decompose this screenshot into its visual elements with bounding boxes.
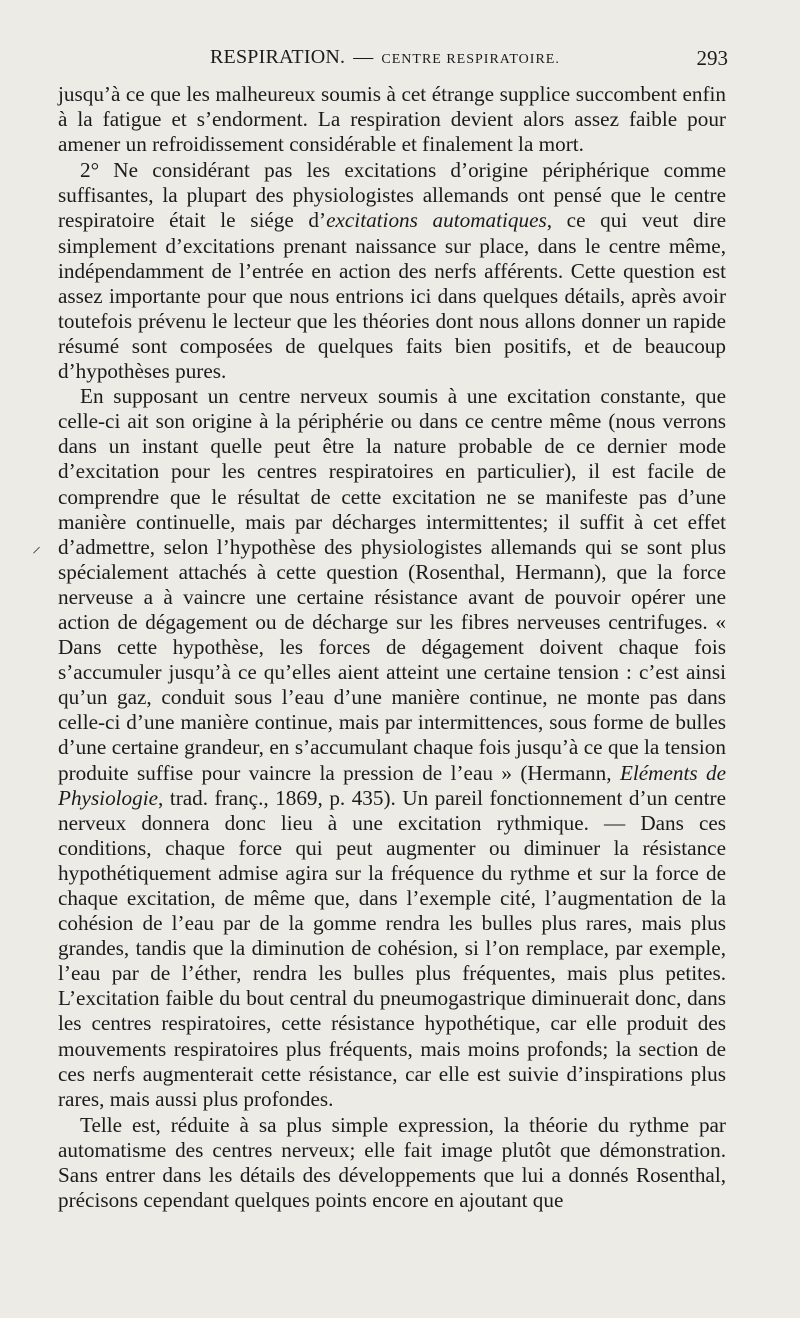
- paragraph: Telle est, réduite à sa plus simple expression, la théorie du rythme par automatisme des centres nerveux; elle fait image plutôt que démonstration. Sans entrer dans les détails des développements que lui a donnés Rosenthal, précisons cependant quelques points encore en ajoutant que: [58, 1112, 726, 1213]
- paragraph: 2° Ne considérant pas les excitations d’origine périphérique comme suffisantes, la plupart des physiologistes allemands ont pensé que le centre respiratoire était le siége d’excitations automatiques, ce qui veut dire simplement d’excitations prenant naissance sur place, dans le centre même, indépendamment de l’entrée en action des nerfs afférents. Cette question est assez importante pour que nous entrions ici dans quelques détails, après avoir toutefois prévenu le lecteur que les théories dont nous allons donner un rapide résumé sont composées de quelques faits bien positifs, et de beaucoup d’hypothèses pures.: [58, 158, 726, 384]
- margin-mark: ⸝: [32, 536, 41, 556]
- running-title-main: RESPIRATION.: [210, 46, 346, 68]
- running-title-sub: CENTRE RESPIRATOIRE.: [381, 52, 560, 67]
- paragraph: jusqu’à ce que les malheureux soumis à cet étrange supplice succombent enfin à la fatigue et s’endorment. La respiration devient alors assez faible pour amener un refroidissement considérable et finalement la mort.: [58, 82, 726, 157]
- body-text: [58, 82, 726, 1213]
- page-header: [60, 46, 728, 74]
- running-title: [210, 46, 560, 69]
- paragraph: En supposant un centre nerveux soumis à une excitation constante, que celle-ci ait son origine à la périphérie ou dans ce centre même (nous verrons dans un instant quelle peut être la nature probable de ce dernier mode d’excitation pour les centres respiratoires en particulier), il est facile de comprendre que le résultat de cette excitation ne se manifeste pas d’une manière continuelle, mais par décharges intermittentes; il suffit à cet effet d’admettre, selon l’hypothèse des physiologistes allemands qui se sont plus spécialement attachés à cette question (Rosenthal, Hermann), que la force nerveuse a à vaincre une certaine résistance avant de pouvoir opérer une action de dégagement ou de décharge sur les fibres nerveuses centrifuges. « Dans cette hypothèse, les forces de dégagement doivent chaque fois s’accumuler jusqu’à ce qu’elles aient atteint une certaine tension : c’est ainsi qu’un gaz, conduit sous l’eau d’une manière continue, ne monte pas dans celle-ci d’une manière continue, mais par intermittences, sous forme de bulles d’une certaine grandeur, en s’accumulant chaque fois jusqu’à ce que la tension produite suffise pour vaincre la pression de l’eau » (Hermann, Eléments de Physiologie, trad. franç., 1869, p. 435). Un pareil fonctionnement d’un centre nerveux donnera donc lieu à une excitation rythmique. — Dans ces conditions, chaque force qui peut augmenter ou diminuer la résistance hypothétiquement admise agira sur la fréquence du rythme et sur la force de chaque excitation, de même que, dans l’exemple cité, l’augmentation de la cohésion de l’eau par de la gomme rendra les bulles plus rares, mais plus grandes, tandis que la diminution de cohésion, si l’on remplace, par exemple, l’eau par de l’éther, rendra les bulles plus fréquentes, mais plus petites. L’excitation faible du bout central du pneumogastrique diminuerait donc, dans les centres respiratoires, cette résistance hypothétique, car elle produit des mouvements respiratoires plus fréquents, mais moins profonds; la section de ces nerfs augmenterait cette résistance, car elle est suivie d’inspirations plus rares, mais aussi plus profondes.: [58, 384, 726, 1111]
- page-number: 293: [696, 46, 728, 70]
- running-title-dash: —: [353, 46, 374, 68]
